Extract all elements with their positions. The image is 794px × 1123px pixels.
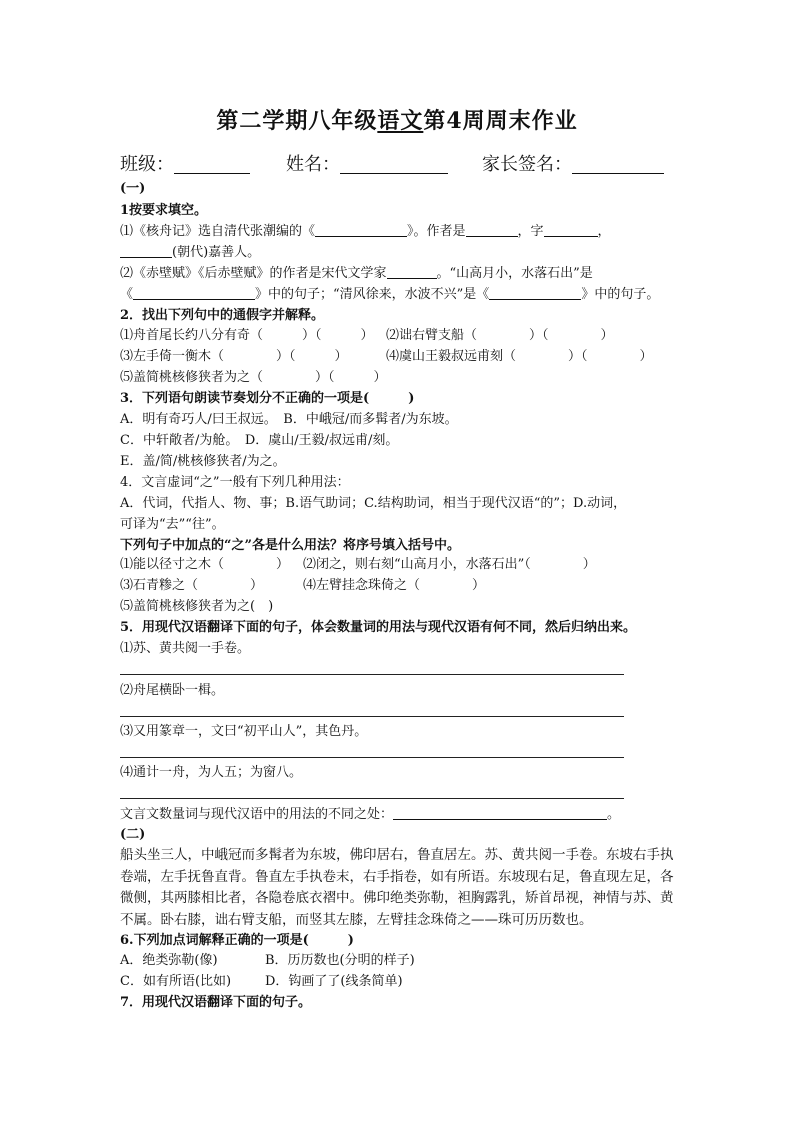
question-2-item-2[interactable]: ⑵诎右臂支船（ ）（ ）	[386, 328, 614, 343]
question-4-intro: 4．文言虚词“之”一般有下列几种用法：	[120, 475, 350, 490]
reading-passage: 船头坐三人，中峨冠而多髯者为东坡，佛印居右，鲁直居左。苏、黄共阅一手卷。东坡右手执卷端，左手抚鲁直背。鲁直左手执卷末，右手指卷，如有所语。东坡现右足，鲁直现左足，各微侧，其两膝相比者，各隐卷底衣褶中。佛印绝类弥勒，袒胸露乳，矫首昂视，神情与苏、黄不属。卧右膝，诎右臂支船，而竖其左膝，左臂挂念珠倚之——珠可历历数也。	[120, 847, 674, 928]
page-title: 第二学期八年级语文第4周周末作业	[216, 108, 578, 134]
question-3-options-cd: C．中轩敞者/为舱。 D．虞山/王毅/叔远甫/刻。	[120, 433, 399, 448]
answer-line[interactable]	[120, 757, 624, 758]
answer-blank[interactable]	[393, 807, 607, 820]
question-4-item-1[interactable]: ⑴能以径寸之木（ ）	[120, 557, 290, 572]
question-5-sentence-3: ⑶又用篆章一，文曰“初平山人”，其色丹。	[120, 724, 368, 739]
answer-blank[interactable]	[544, 224, 598, 237]
class-field[interactable]: 班级：	[120, 150, 250, 176]
question-6-option-a: A．绝类弥勒(像)	[120, 953, 218, 968]
question-5-sentence-2: ⑵舟尾横卧一楫。	[120, 683, 225, 698]
question-3-title: 3．下列语句朗读节奏划分不正确的一项是( )	[120, 391, 415, 406]
question-3-options-ab: A．明有奇巧人/曰王叔远。 B．中峨冠/而多髯者/为东坡。	[120, 412, 458, 427]
answer-blank[interactable]	[133, 287, 255, 300]
question-4-item-2[interactable]: ⑵闭之，则右刻“山高月小，水落石出”（ ）	[303, 557, 596, 572]
question-6-option-c: C．如有所语(比如)	[120, 974, 232, 989]
question-3-option-e: E．盖/简/桃核修狭者/为之。	[120, 454, 286, 469]
question-4-item-3[interactable]: ⑶石青糁之（ ）	[120, 578, 264, 593]
question-4-usages-cont: 可译为“去”“往”。	[120, 517, 225, 532]
answer-blank[interactable]	[120, 245, 172, 258]
name-field[interactable]: 姓名：	[286, 150, 448, 176]
question-4-item-5[interactable]: ⑸盖简桃核修狭者为之( )	[120, 599, 274, 614]
name-blank[interactable]	[340, 155, 448, 174]
question-6-option-d: D．钩画了了(线条简单)	[265, 974, 403, 989]
answer-line[interactable]	[120, 674, 624, 675]
question-1-line-3: ⑵《赤壁赋》《后赤壁赋》的作者是宋代文学家 。“山高月小，水落石出”是	[120, 266, 593, 281]
answer-line[interactable]	[120, 798, 624, 799]
question-2-item-3[interactable]: ⑶左手倚一衡木（ ）（ ）	[120, 349, 348, 364]
question-2-item-1[interactable]: ⑴舟首尾长约八分有奇（ ）（ ）	[120, 328, 374, 343]
question-6-title: 6.下列加点词解释正确的一项是( )	[120, 933, 354, 948]
part-one-heading: (一)	[120, 181, 146, 196]
answer-blank[interactable]	[466, 224, 518, 237]
question-5-title: 5．用现代汉语翻译下面的句子，体会数量词的用法与现代汉语有何不同，然后归纳出来。	[120, 620, 637, 635]
answer-blank[interactable]	[489, 287, 581, 300]
question-1-line-4: 《 》中的句子；“清风徐来，水波不兴”是《 》中的句子。	[120, 287, 660, 302]
answer-blank[interactable]	[315, 224, 407, 237]
question-5-sentence-1: ⑴苏、黄共阅一手卷。	[120, 641, 251, 656]
question-1-line-1: ⑴《核舟记》选自清代张潮编的《 》。作者是 ，字 ，	[120, 224, 611, 239]
question-1-title: 1按要求填空。	[120, 203, 208, 218]
question-1-line-2: (朝代)嘉善人。	[120, 245, 260, 261]
answer-blank[interactable]	[387, 266, 437, 279]
question-5-sentence-4: ⑷通计一舟，为人五；为窗八。	[120, 765, 303, 780]
question-6-option-b: B．历历数也(分明的样子)	[265, 953, 415, 968]
answer-line[interactable]	[120, 716, 624, 717]
question-4-item-4[interactable]: ⑷左臂挂念珠倚之（ ）	[303, 578, 486, 593]
question-2-item-4[interactable]: ⑷虞山王毅叔远甫刻（ ）（ ）	[386, 349, 653, 364]
parent-signature-field[interactable]: 家长签名：	[482, 150, 664, 176]
question-2-item-5[interactable]: ⑸盖简桃核修狭者为之（ ）（ ）	[120, 370, 387, 385]
part-two-heading: (二)	[120, 827, 146, 842]
question-2-title: 2．找出下列句中的通假字并解释。	[120, 308, 325, 323]
question-4-usages: A．代词，代指人、物、事；B.语气助词；C.结构助词，相当于现代汉语“的”；D.动词，	[120, 496, 627, 511]
title-underlined-word: 语文	[377, 108, 424, 134]
parent-signature-blank[interactable]	[572, 155, 664, 174]
question-5-summary: 文言文数量词与现代汉语中的用法的不同之处： 。	[120, 807, 621, 822]
class-blank[interactable]	[174, 155, 250, 174]
question-4-instruction: 下列句子中加点的“之”各是什么用法？将序号填入括号中。	[120, 538, 460, 553]
question-7-title: 7．用现代汉语翻译下面的句子。	[120, 995, 312, 1010]
